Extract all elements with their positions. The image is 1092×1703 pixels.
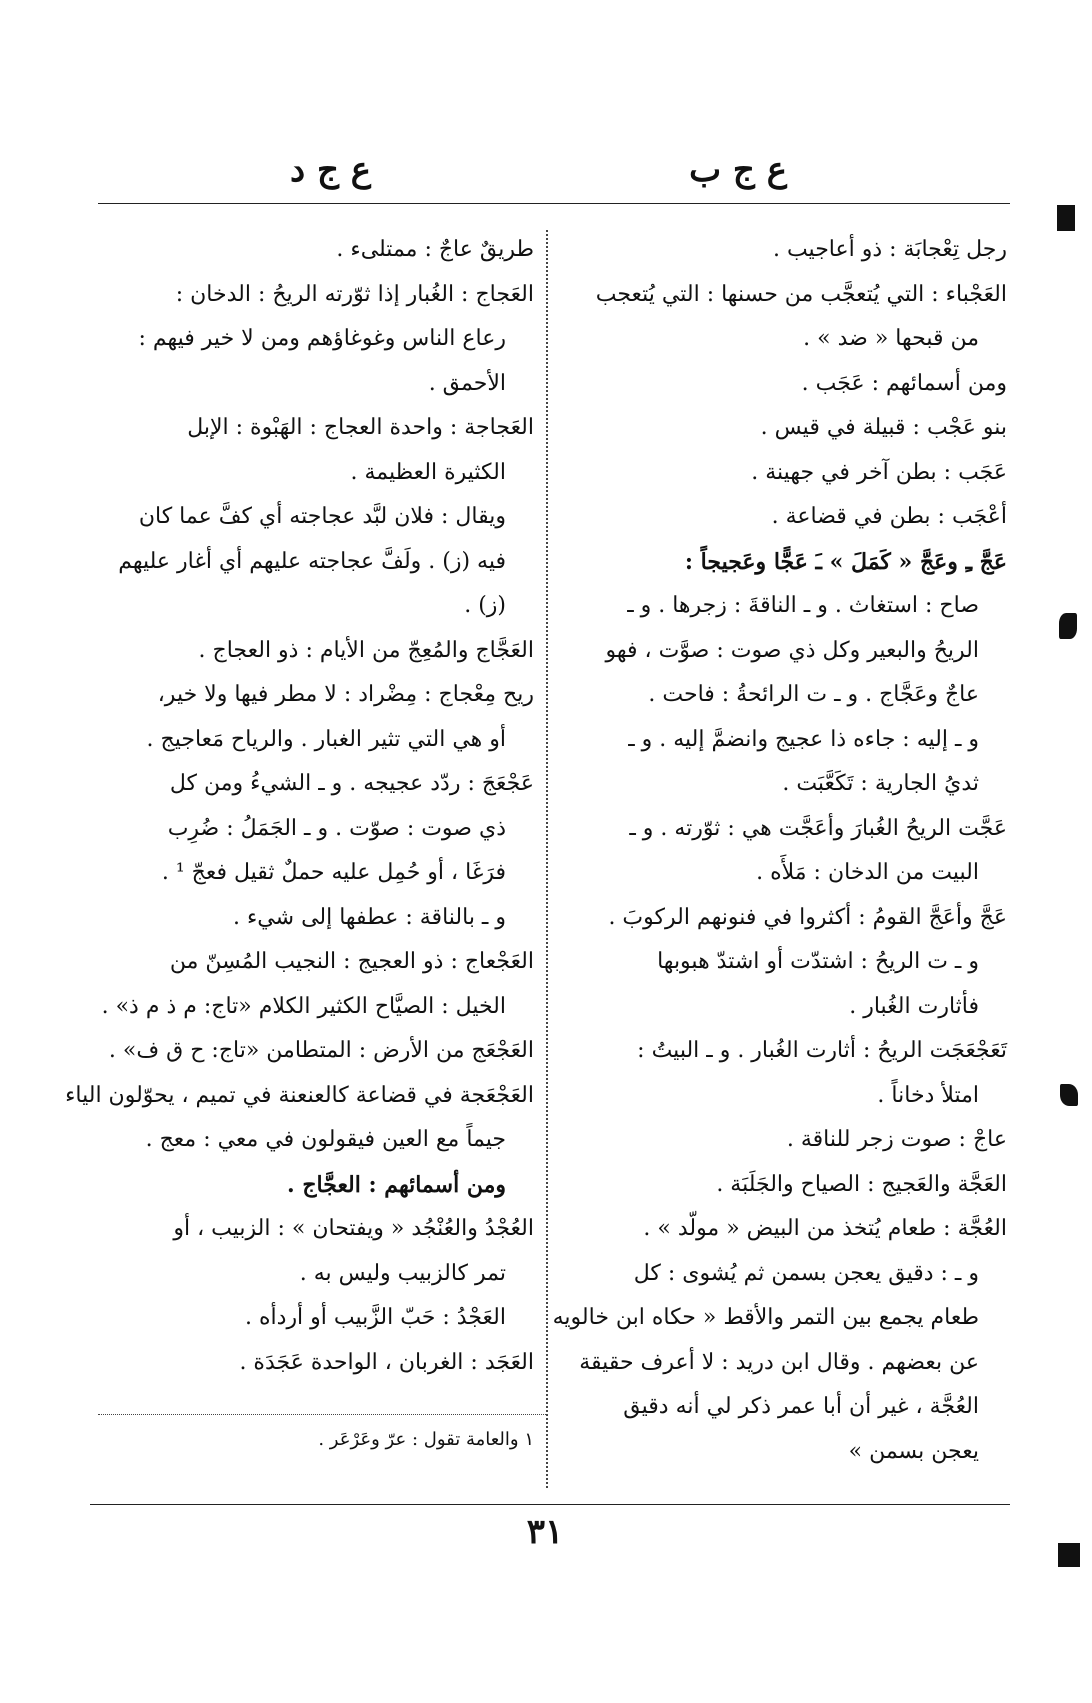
entry-line: بنو عَجْب : قبيلة في قيس . xyxy=(760,415,1007,440)
entry-line: (ز) . xyxy=(464,593,506,618)
footnote-divider xyxy=(98,1414,546,1415)
entry-line: عَجَب : بطن آخر في جهينة . xyxy=(751,459,1007,485)
entry-line: من قبحها « ضد » . xyxy=(803,326,979,351)
entry-line: تمر كالزبيب وليس به . xyxy=(299,1260,506,1286)
edge-mark-icon xyxy=(1058,1543,1080,1567)
entry-line: رعاع الناس وغوغاؤهم ومن لا خير فيهم : xyxy=(138,326,506,351)
entry-line: ومن أسمائهم : عَجَب . xyxy=(801,370,1007,396)
header-root-left: ع ج د xyxy=(290,150,372,190)
entry-line: العَجْعَجة في قضاعة كالعنعنة في تميم ، يحوّلون الياء xyxy=(65,1082,534,1108)
entry-line: تَعَجْعَجَت الريحُ : أثارت الغُبار . و ـ البيتُ : xyxy=(637,1038,1007,1063)
entry-line: العَجْدُ : حَبّ الزَّبيب أو أردأه . xyxy=(245,1305,506,1330)
entry-line: جيماً مع العين فيقولون في معي : معج . xyxy=(145,1127,506,1152)
top-rule xyxy=(98,203,1010,204)
entry-line: الخيل : الصيَّاح الكثير الكلام «تاج: م ذ م ذ» . xyxy=(101,993,506,1019)
left-column xyxy=(65,228,534,1385)
entry-line: ريح مِعْجاج : مِضْراد : لا مطر فيها ولا خير، xyxy=(157,682,534,707)
entry-line: فأثارت الغُبار . xyxy=(849,993,979,1019)
entry-line: عن بعضهم . وقال ابن دريد : لا أعرف حقيقة xyxy=(579,1349,979,1375)
entry-line: أو هي التي تثير الغبار . والرياح مَعاجيج . xyxy=(146,726,506,752)
right-column xyxy=(552,228,1007,1474)
entry-line: ومن أسمائهم : العجَّاج . xyxy=(287,1171,506,1198)
entry-line: امتلأ دخاناً . xyxy=(877,1082,979,1108)
edge-mark-icon xyxy=(1060,1084,1078,1106)
entry-line: صاح : استغاث . و ـ الناقةَ : زجرها . و ـ xyxy=(627,593,979,618)
entry-line: ويقال : فلان لبَّد عجاجته أي كفَّ عما كان xyxy=(138,504,506,529)
entry-line: و ـ بالناقة : عطفها إلى شيء . xyxy=(232,904,506,930)
entry-line: الكثيرة العظيمة . xyxy=(350,459,506,485)
entry-line: و ـ : دقيق يعجن بسمن ثم يُشوى : كل xyxy=(633,1260,979,1286)
footnote: ١ والعامة تقول : عرّ وعَرْعَر . xyxy=(318,1429,534,1450)
entry-line: عاجْ : صوت زجر للناقة . xyxy=(786,1127,1007,1152)
entry-line: العَجْعاج : ذو العجيج : النجيب المُسِنّ من xyxy=(169,949,534,974)
entry-line: العَجْباء : التي يُتعجَّب من حسنها : التي يُتعجب xyxy=(595,281,1007,307)
entry-line: عاجٌ وعَجَّاج . و ـ ت الرائحةُ : فاحت . xyxy=(648,682,979,707)
entry-line: أعْجَب : بطن في قضاعة . xyxy=(771,504,1007,529)
entry-line: رجل تِعْجابَة : ذو أعاجيب . xyxy=(772,237,1007,262)
entry-line: يعجن بسمن » xyxy=(848,1438,979,1464)
entry-line: العَجاج : الغُبار إذا ثوّرته الريحُ : الدخان : xyxy=(175,281,534,307)
entry-line: العُجَّة : طعام يُتخذ من البيض « مولّد » . xyxy=(643,1216,1007,1241)
entry-line: فرَغَا ، أو حُمِل عليه حملٌ ثقيل فعجّ ¹ . xyxy=(161,860,506,885)
entry-line: العَجْعَج من الأرض : المتطامن «تاج: ح ق ف» . xyxy=(108,1038,534,1063)
header-root-right: ع ج ب xyxy=(689,150,787,190)
page-number: ٣١ xyxy=(526,1512,564,1552)
entry-line: العُجَّة ، غير أن أبا عمر ذكر لي أنه دقيق xyxy=(623,1394,979,1419)
entry-line: العَجاجة : واحدة العجاج : الهَبْوة : الإبل xyxy=(187,415,534,440)
entry-line: البيت من الدخان : مَلأَه . xyxy=(756,860,979,885)
entry-line: عَجَّت الريحُ الغُبارَ وأعَجَّت هي : ثوّرته . و ـ xyxy=(629,815,1007,841)
entry-line: الأحمق . xyxy=(428,370,506,396)
edge-mark-icon xyxy=(1059,613,1077,639)
entry-line: العَجَد : الغربان ، الواحدة عَجَدَة . xyxy=(239,1349,534,1375)
entry-line: عَجَّ ـِ وعَجَّ « كَمَلَ » ـَ عَجًّا وعَجيجاً : xyxy=(684,548,1007,575)
entry-line: عَجْعَجَ : ردّد عجيجه . و ـ الشيءُ ومن كل xyxy=(169,771,534,796)
entry-line: فيه (ز) . ولَفَّ عجاجته عليهم أي أغار عليهم xyxy=(118,548,506,574)
column-divider xyxy=(546,230,548,1488)
entry-line: ثديُ الجارية : تَكَعَّبَت . xyxy=(782,771,979,796)
entry-line: الريحُ والبعير وكل ذي صوت : صوَّت ، فهو xyxy=(605,637,979,663)
entry-line: عَجَّ وأعَجَّ القومُ : أكثروا في فنونهم الركوبَ . xyxy=(608,904,1007,930)
entry-line: العَجَّاج والمُعِجّ من الأيام : ذو العجاج . xyxy=(198,637,534,663)
entry-line: و ـ إليه : جاءه ذا عجيج وانضمَّ إليه . و ـ xyxy=(628,726,979,752)
entry-line: العَجَّة والعَجيج : الصياح والجَلَبَة . xyxy=(716,1171,1007,1197)
bottom-rule xyxy=(90,1504,1010,1505)
entry-line: ذي صوت : صوّت . و ـ الجَمَلُ : ضُرِب xyxy=(167,815,506,841)
edge-mark-icon xyxy=(1057,205,1075,231)
entry-line: طريقٌ عاجٌ : ممتلىء . xyxy=(336,237,534,262)
entry-line: طعام يجمع بين التمر والأقط « حكاه ابن خالويه xyxy=(552,1305,979,1330)
entry-line: و ـ ت الريحُ : اشتدّت أو اشتدّ هبوبها xyxy=(657,949,979,974)
entry-line: العُجْدُ والعُنْجُد « ويفتحان » : الزبيب ، أو xyxy=(173,1216,534,1241)
